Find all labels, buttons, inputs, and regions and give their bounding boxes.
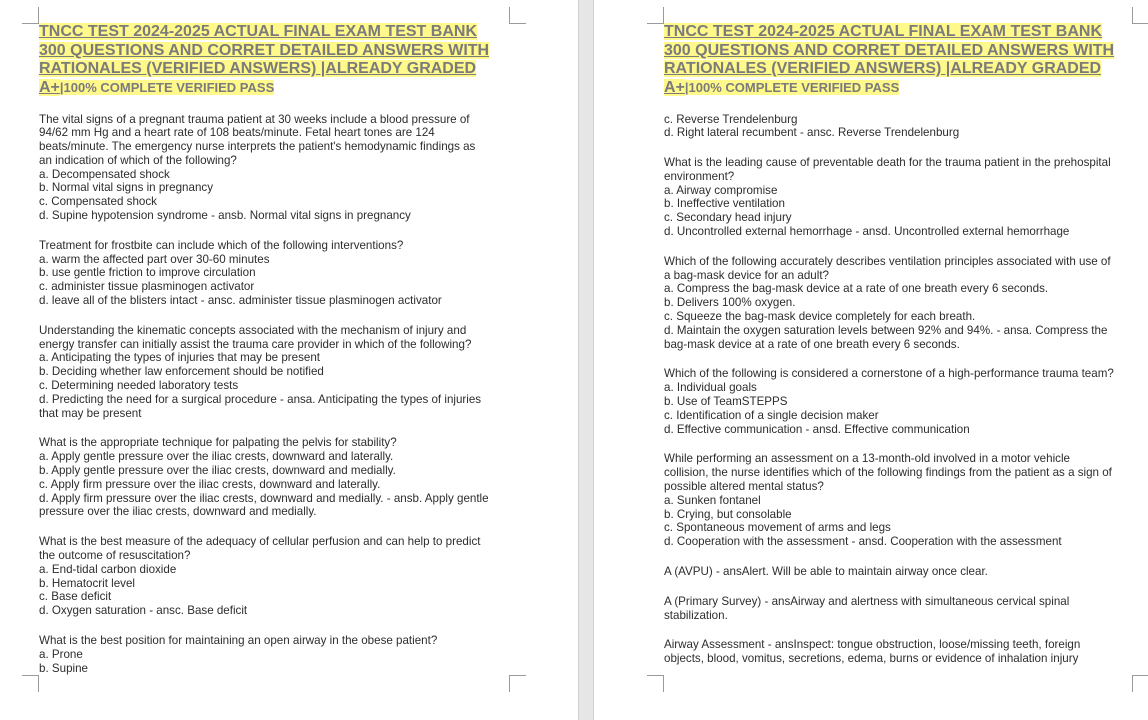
text-line: d. Predicting the need for a surgical procedure - ansa. Anticipating the types of injuries	[39, 392, 482, 406]
question-block	[664, 255, 1130, 352]
text-line: stabilization.	[664, 608, 728, 622]
text-line: collision, the nurse identifies which of the following findings from the patient as a sign of	[664, 466, 1112, 480]
text-line: b. Normal vital signs in pregnancy	[39, 181, 213, 195]
text-line: What is the appropriate technique for palpating the pelvis for stability?	[39, 436, 397, 450]
grade-label: A+	[664, 78, 685, 96]
page-gutter	[578, 0, 594, 720]
title-line	[664, 42, 1130, 61]
text-line: d. Uncontrolled external hemorrhage - ansd. Uncontrolled external hemorrhage	[664, 225, 1070, 239]
page-content	[39, 23, 509, 675]
text-line: Understanding the kinematic concepts associated with the mechanism of injury and	[39, 323, 467, 337]
title-line	[664, 23, 1130, 42]
text-line: d. Effective communication - ansd. Effective communication	[664, 422, 970, 436]
question-block	[664, 595, 1130, 623]
text-line: What is the best measure of the adequacy of cellular perfusion and can help to predict	[39, 535, 481, 549]
text-line: a. Compress the bag-mask device at a rate of one breath every 6 seconds.	[664, 282, 1049, 296]
text-line: What is the leading cause of preventable death for the trauma patient in the prehospital	[664, 156, 1111, 170]
text-line: What is the best position for maintaining an open airway in the obese patient?	[39, 634, 438, 647]
text-line: b. Delivers 100% oxygen.	[664, 296, 796, 310]
title-line-text: RATIONALES (VERIFIED ANSWERS) |ALREADY GRADED	[39, 60, 477, 77]
document-subtitle	[664, 79, 1130, 97]
text-line: d. Oxygen saturation - ansc. Base deficit	[39, 604, 248, 618]
text-line: that may be present	[39, 406, 142, 420]
text-line: Which of the following is considered a cornerstone of a high-performance trauma team?	[664, 367, 1114, 381]
text-line: b. use gentle friction to improve circulation	[39, 266, 256, 280]
text-line: a. Airway compromise	[664, 183, 778, 197]
title-line-text: RATIONALES (VERIFIED ANSWERS) |ALREADY GRADED	[664, 60, 1102, 77]
text-line: b. Deciding whether law enforcement should be notified	[39, 365, 324, 379]
text-line: a. End-tidal carbon dioxide	[39, 562, 177, 576]
grade-label: A+	[39, 78, 60, 96]
question-block	[39, 239, 509, 308]
text-line: Treatment for frostbite can include which of the following interventions?	[39, 238, 404, 252]
question-block	[39, 113, 509, 223]
title-line-text: 300 QUESTIONS AND CORRET DETAILED ANSWERS WITH	[664, 41, 1115, 59]
page-content	[664, 23, 1130, 666]
text-line: c. Spontaneous movement of arms and legs	[664, 521, 891, 535]
title-line	[39, 23, 509, 42]
text-line: c. Identification of a single decision maker	[664, 408, 879, 422]
title-line-text: TNCC TEST 2024-2025 ACTUAL FINAL EXAM TEST BANK	[39, 23, 477, 40]
document-subtitle	[39, 79, 509, 97]
text-line: a. Sunken fontanel	[664, 493, 761, 507]
text-line: b. Ineffective ventilation	[664, 197, 785, 211]
question-block	[664, 452, 1130, 549]
text-line: bag-mask device at a rate of one breath every 6 seconds.	[664, 337, 960, 351]
text-line: a. Decompensated shock	[39, 167, 170, 181]
text-line: environment?	[664, 169, 735, 183]
page-corner-mark	[647, 675, 664, 692]
title-line	[39, 42, 509, 61]
question-block	[39, 634, 509, 675]
text-line: d. Maintain the oxygen saturation levels between 92% and 94%. - ansa. Compress the	[664, 323, 1108, 337]
document-title	[39, 23, 509, 97]
text-line: c. Reverse Trendelenburg	[664, 112, 798, 126]
page-corner-mark	[1132, 675, 1148, 692]
text-line: an indication of which of the following?	[39, 153, 237, 167]
page-corner-mark	[509, 675, 526, 692]
title-line-text: 300 QUESTIONS AND CORRET DETAILED ANSWERS WITH	[39, 41, 490, 59]
text-line: The vital signs of a pregnant trauma patient at 30 weeks include a blood pressure of	[39, 112, 470, 126]
subtitle-text: |100% COMPLETE VERIFIED PASS	[59, 79, 275, 95]
text-line: c. Determining needed laboratory tests	[39, 379, 239, 393]
document-page-right	[594, 0, 1148, 720]
text-line: c. Apply firm pressure over the iliac crests, downward and laterally.	[39, 477, 381, 491]
text-line: c. Squeeze the bag-mask device completely for each breath.	[664, 310, 976, 324]
page-corner-mark	[22, 675, 39, 692]
text-line: b. Use of TeamSTEPPS	[664, 395, 788, 409]
question-block	[664, 156, 1130, 239]
text-line: b. Crying, but consolable	[664, 507, 792, 521]
text-line: d. Apply firm pressure over the iliac crests, downward and medially. - ansb. Apply gentle	[39, 491, 489, 505]
text-line: c. administer tissue plasminogen activator	[39, 280, 255, 294]
question-block	[39, 535, 509, 618]
text-line: a. warm the affected part over 30-60 minutes	[39, 252, 270, 266]
title-line	[39, 60, 509, 79]
text-line: c. Secondary head injury	[664, 211, 792, 225]
title-line	[664, 60, 1130, 79]
text-line: beats/minute. The emergency nurse interprets the patient's hemodynamic findings as	[39, 140, 476, 154]
subtitle-text: |100% COMPLETE VERIFIED PASS	[684, 79, 900, 95]
document-title	[664, 23, 1130, 97]
text-line: a bag-mask device for an adult?	[664, 268, 829, 282]
text-line: 94/62 mm Hg and a heart rate of 108 beats/minute. Fetal heart tones are 124	[39, 126, 435, 140]
text-line: the outcome of resuscitation?	[39, 549, 191, 563]
title-line-text: TNCC TEST 2024-2025 ACTUAL FINAL EXAM TEST BANK	[664, 23, 1102, 40]
text-line: While performing an assessment on a 13-month-old involved in a motor vehicle	[664, 452, 1070, 466]
text-line: b. Supine	[39, 661, 88, 675]
question-block	[664, 113, 1130, 141]
text-line: a. Anticipating the types of injuries that may be present	[39, 351, 320, 365]
text-line: b. Hematocrit level	[39, 576, 136, 590]
question-block	[664, 367, 1130, 436]
text-line: Airway Assessment - ansInspect: tongue obstruction, loose/missing teeth, foreign	[664, 638, 1081, 652]
text-line: a. Prone	[39, 647, 83, 661]
question-block	[664, 565, 1130, 579]
text-line: possible altered mental status?	[664, 480, 824, 494]
text-line: a. Individual goals	[664, 381, 757, 395]
text-line: pressure over the iliac crests, downward and medially.	[39, 505, 317, 519]
question-block	[664, 638, 1130, 666]
text-line: d. leave all of the blisters intact - ansc. administer tissue plasminogen activator	[39, 294, 442, 308]
question-block	[39, 324, 509, 421]
page-corner-mark	[509, 7, 526, 24]
question-block	[39, 436, 509, 519]
text-line: c. Compensated shock	[39, 195, 157, 209]
text-line: b. Apply gentle pressure over the iliac crests, downward and medially.	[39, 464, 396, 478]
text-line: d. Cooperation with the assessment - ansd. Cooperation with the assessment	[664, 535, 1062, 549]
page-corner-mark	[647, 7, 664, 24]
text-line: a. Apply gentle pressure over the iliac crests, downward and laterally.	[39, 450, 394, 464]
text-line: energy transfer can initially assist the trauma care provider in which of the following?	[39, 337, 472, 351]
text-line: d. Supine hypotension syndrome - ansb. Normal vital signs in pregnancy	[39, 209, 411, 223]
text-line: A (AVPU) - ansAlert. Will be able to maintain airway once clear.	[664, 565, 988, 579]
text-line: objects, blood, vomitus, secretions, edema, burns or evidence of inhalation injury	[664, 652, 1079, 666]
page-corner-mark	[22, 7, 39, 24]
page-corner-mark	[1132, 7, 1148, 24]
text-line: c. Base deficit	[39, 590, 112, 604]
text-line: d. Right lateral recumbent - ansc. Reverse Trendelenburg	[664, 126, 960, 140]
text-line: A (Primary Survey) - ansAirway and alertness with simultaneous cervical spinal	[664, 594, 1070, 608]
text-line: Which of the following accurately describes ventilation principles associated with use of	[664, 254, 1111, 268]
